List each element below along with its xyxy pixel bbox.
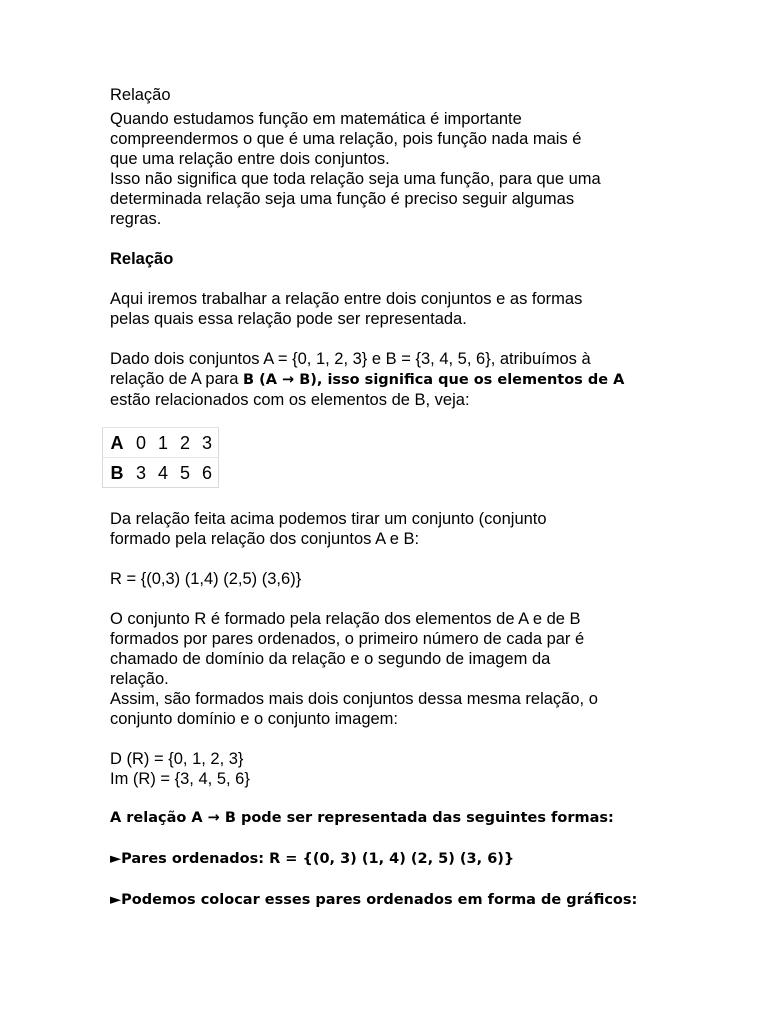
intro-line-6: regras. xyxy=(110,210,162,228)
table-row-a xyxy=(103,428,219,458)
para2-line-2-bold: B (A → B), isso significa que os elementos de A xyxy=(243,372,625,388)
bullet-graphs: ►Podemos colocar esses pares ordenados em forma de gráficos: xyxy=(110,892,638,908)
para2-line-3: estão relacionados com os elementos de B, veja: xyxy=(110,391,470,409)
table-cell: 5 xyxy=(174,458,196,488)
document-page xyxy=(110,85,670,910)
para4-line-5: Assim, são formados mais dois conjuntos dessa mesma relação, o xyxy=(110,690,598,708)
para4-line-3: chamado de domínio da relação e o segundo de imagem da xyxy=(110,650,551,668)
domain-set: D (R) = {0, 1, 2, 3} xyxy=(110,750,244,768)
table-cell: 3 xyxy=(196,428,219,458)
table-cell: 1 xyxy=(152,428,174,458)
relation-set: R = {(0,3) (1,4) (2,5) (3,6)} xyxy=(110,570,302,588)
para3-line-2: formado pela relação dos conjuntos A e B: xyxy=(110,530,420,548)
intro-line-2: compreendermos o que é uma relação, pois função nada mais é xyxy=(110,130,582,148)
relation-table xyxy=(102,427,219,488)
bullet-ordered-pairs: ►Pares ordenados: R = {(0, 3) (1, 4) (2, 5) (3, 6)} xyxy=(110,851,515,867)
para4-line-6: conjunto domínio e o conjunto imagem: xyxy=(110,710,399,728)
intro-line-5: determinada relação seja uma função é preciso seguir algumas xyxy=(110,190,575,208)
intro-line-4: Isso não significa que toda relação seja uma função, para que uma xyxy=(110,170,601,188)
para2-line-2 xyxy=(110,369,670,390)
section-heading: Relação xyxy=(110,250,174,268)
intro-line-1: Quando estudamos função em matemática é importante xyxy=(110,110,522,128)
para2-line-1: Dado dois conjuntos A = {0, 1, 2, 3} e B = {3, 4, 5, 6}, atribuímos à xyxy=(110,350,591,368)
row-head-a: A xyxy=(103,428,131,458)
table-cell: 4 xyxy=(152,458,174,488)
row-head-b: B xyxy=(103,458,131,488)
table-cell: 6 xyxy=(196,458,219,488)
image-set: Im (R) = {3, 4, 5, 6} xyxy=(110,770,250,788)
para4-line-1: O conjunto R é formado pela relação dos elementos de A e de B xyxy=(110,610,581,628)
table-cell: 0 xyxy=(130,428,152,458)
table-cell: 3 xyxy=(130,458,152,488)
para2-line-2-normal: relação de A para xyxy=(110,370,244,388)
forms-heading: A relação A → B pode ser representada das seguintes formas: xyxy=(110,810,614,826)
para3-line-1: Da relação feita acima podemos tirar um conjunto (conjunto xyxy=(110,510,547,528)
para4-line-2: formados por pares ordenados, o primeiro número de cada par é xyxy=(110,630,585,648)
para4-line-4: relação. xyxy=(110,670,169,688)
page-title: Relação xyxy=(110,86,171,104)
para1-line-2: pelas quais essa relação pode ser representada. xyxy=(110,310,467,328)
table-row-b xyxy=(103,458,219,488)
para1-line-1: Aqui iremos trabalhar a relação entre dois conjuntos e as formas xyxy=(110,290,583,308)
intro-line-3: que uma relação entre dois conjuntos. xyxy=(110,150,390,168)
table-cell: 2 xyxy=(174,428,196,458)
